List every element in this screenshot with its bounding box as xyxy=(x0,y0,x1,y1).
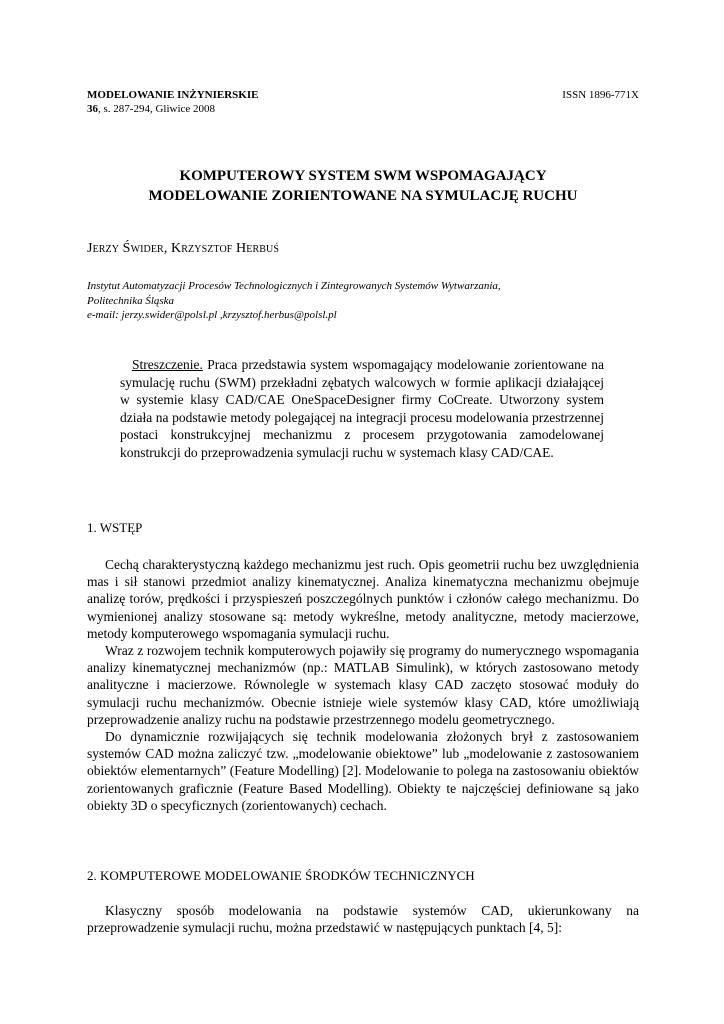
journal-pages: , s. 287-294, Gliwice 2008 xyxy=(98,103,216,115)
abstract-label: Streszczenie. xyxy=(132,357,203,372)
section-1-paragraph-2: Wraz z rozwojem technik komputerowych pojawiły się programy do numerycznego wspomagania analizy kinematycznej mechanizmów (np.: MATLAB Simulink), w których zastosowano metody analityczne i macierzowe. Równolegle w systemach klasy CAD zaczęto stosować moduły do symulacji ruchu mechanizmów. Obecnie istnieje wiele systemów klasy CAD, które umożliwiają przeprowadzenie analizy ruchu na podstawie przestrzennego modelu geometrycznego. xyxy=(87,643,639,727)
journal-header xyxy=(87,88,258,116)
abstract-text: Praca przedstawia system wspomagający modelowanie zorientowane na symulację ruchu (SWM) przekładni zębatych walcowych w formie aplikacji działającej w systemie klasy CAD/CAE OneSpaceDesigner firmy CoCreate. Utworzony system działa na podstawie metody polegającej na integracji procesu modelowania przestrzennej postaci konstrukcyjnej mechanizmu z procesem przygotowania zamodelowanej konstrukcji do przeprowadzenia symulacji ruchu w systemach klasy CAD/CAE. xyxy=(120,357,604,460)
affiliation-email: e-mail: jerzy.swider@polsl.pl ,krzysztof.herbus@polsl.pl xyxy=(87,309,337,321)
author-2-last: erbuś xyxy=(246,241,279,256)
affiliation-line-2: Politechnika Śląska xyxy=(87,294,175,307)
author-1-first: erzy xyxy=(92,241,123,256)
section-2-heading: 2. KOMPUTEROWE MODELOWANIE ŚRODKÓW TECHNICZNYCH xyxy=(87,868,475,883)
affiliation xyxy=(87,279,639,323)
author-separator: , xyxy=(163,241,172,256)
abstract xyxy=(120,356,604,461)
paper-title xyxy=(87,166,639,206)
section-2-body xyxy=(87,902,639,936)
author-2-first: rzysztof xyxy=(181,241,237,256)
title-line-1: KOMPUTEROWY SYSTEM SWM WSPOMAGAJĄCY xyxy=(179,168,547,184)
title-line-2: MODELOWANIE ZORIENTOWANE NA SYMULACJĘ RUCHU xyxy=(148,188,578,204)
author-1-last: wider xyxy=(130,241,164,256)
author-2-initial-2: H xyxy=(236,241,247,256)
author-1-initial: J xyxy=(87,241,93,256)
journal-volume: 36 xyxy=(87,103,98,115)
section-2-paragraph-1: Klasyczny sposób modelowania na podstawie systemów CAD, ukierunkowany na przeprowadzenie symulacji ruchu, można przedstawić w następujących punktach [4, 5]: xyxy=(87,903,639,936)
section-1-heading: 1. WSTĘP xyxy=(87,520,143,535)
author-2-initial: K xyxy=(171,241,182,256)
author-1-initial-2: Ś xyxy=(122,241,131,256)
section-1-paragraph-1: Cechą charakterystyczną każdego mechanizmu jest ruch. Opis geometrii ruchu bez uwzględnienia mas i sił stanowi przedmiot analizy kinematycznej. Analiza kinematyczna mechanizmu obejmuje analizę torów, prędkości i przyspieszeń poszczególnych punktów i członów całego mechanizmu. Do wymienionej analizy stosowane są: metody wykreślne, metody analityczne, metody macierzowe, metody komputerowego wspomagania symulacji ruchu. xyxy=(87,557,639,641)
authors xyxy=(87,241,279,257)
issn: ISSN 1896-771X xyxy=(562,89,639,101)
affiliation-line-1: Instytut Automatyzacji Procesów Technologicznych i Zintegrowanych Systemów Wytwarzania, xyxy=(87,280,501,292)
section-1-body xyxy=(87,556,639,814)
journal-name: MODELOWANIE INŻYNIERSKIE xyxy=(87,89,259,101)
section-1-paragraph-3: Do dynamicznie rozwijających się technik modelowania złożonych brył z zastosowaniem systemów CAD można zaliczyć tzw. „modelowanie obiektowe” lub „modelowanie z zastosowaniem obiektów elementarnych” (Feature Modelling) [2]. Modelowanie to polega na zastosowaniu obiektów zorientowanych graficznie (Feature Based Modelling). Obiekty te najczęściej definiowane są jako obiekty 3D o specyficznych (zorientowanych) cechach. xyxy=(87,729,639,813)
